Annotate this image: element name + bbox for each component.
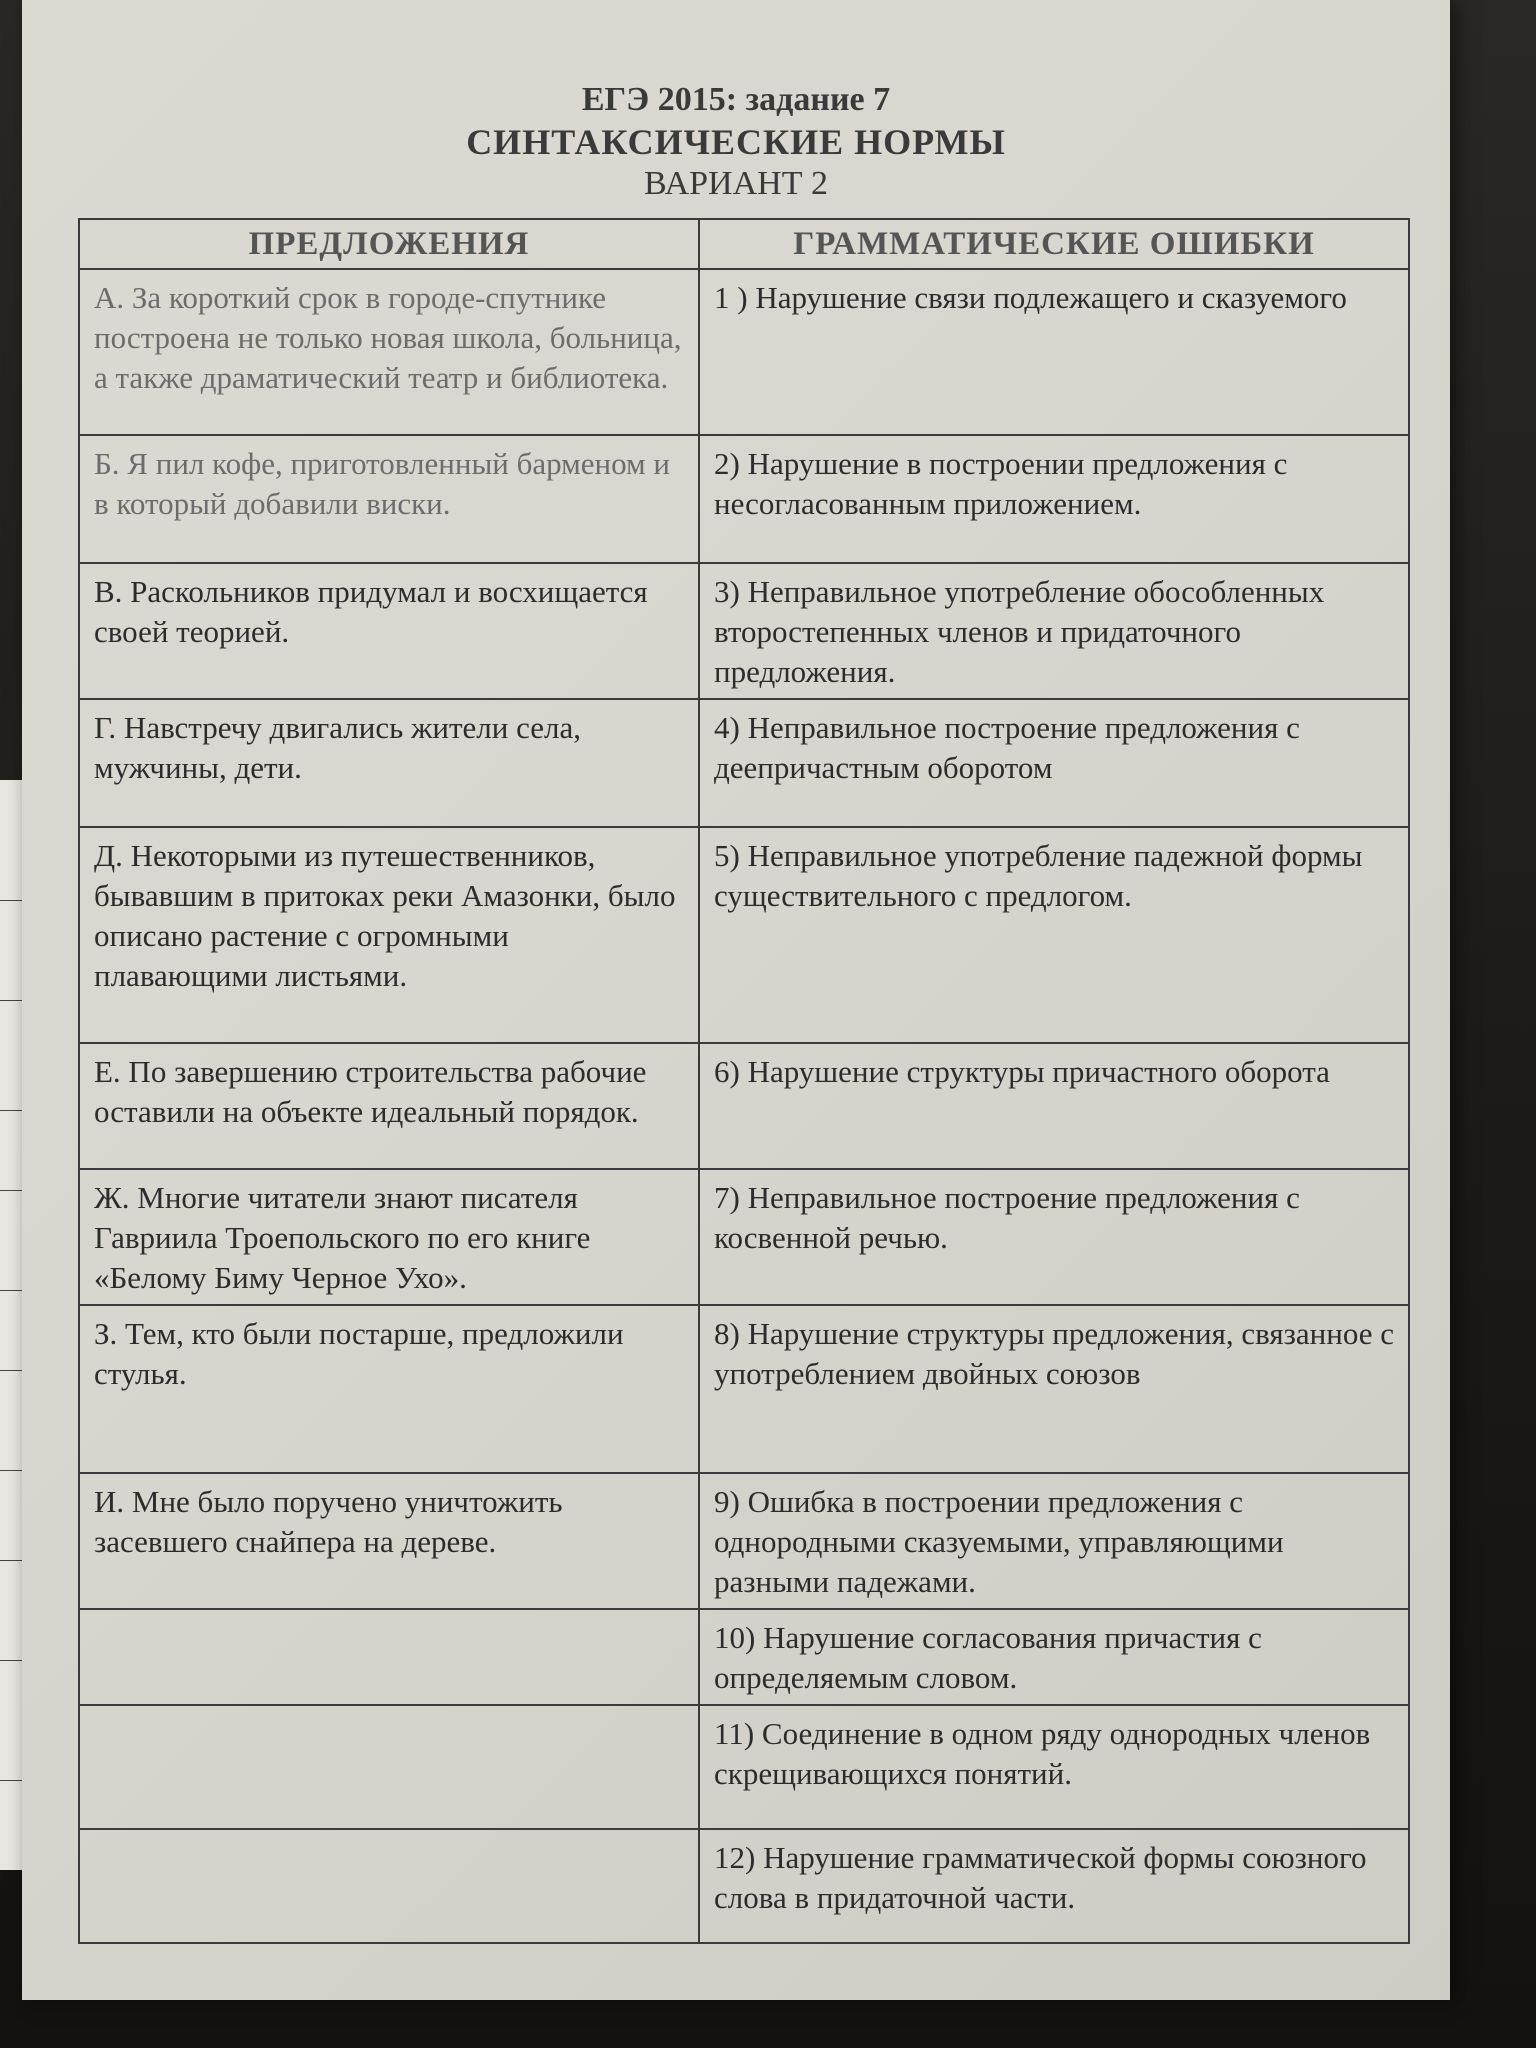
error-cell: 6) Нарушение структуры причастного оборота [699,1043,1409,1169]
table-row [79,1705,1409,1829]
sentence-cell: З. Тем, кто были постарше, предложили стулья. [79,1305,699,1473]
sentence-cell [79,1705,699,1829]
matching-table [78,218,1410,1944]
sentence-cell: И. Мне было поручено уничтожить засевшего снайпера на дереве. [79,1473,699,1609]
exam-title: ЕГЭ 2015: задание 7 [581,81,891,118]
sentence-cell: Д. Некоторыми из путешественников, бывавшим в притоках реки Амазонки, было описано растение с огромными плавающими листьями. [79,827,699,1043]
error-cell: 4) Неправильное построение предложения с деепричастным оборотом [699,699,1409,827]
error-cell: 7) Неправильное построение предложения с косвенной речью. [699,1169,1409,1305]
error-cell: 9) Ошибка в построении предложения с однородными сказуемыми, управляющими разными падежами. [699,1473,1409,1609]
table-header-row [79,219,1409,269]
worksheet-header [22,80,1450,204]
table-row [79,699,1409,827]
table-row [79,269,1409,435]
sentence-cell [79,1609,699,1705]
table-row [79,1043,1409,1169]
error-cell: 11) Соединение в одном ряду однородных членов скрещивающихся понятий. [699,1705,1409,1829]
sentence-cell: Е. По завершению строительства рабочие оставили на объекте идеальный порядок. [79,1043,699,1169]
table-row [79,1829,1409,1943]
error-cell: 12) Нарушение грамматической формы союзного слова в придаточной части. [699,1829,1409,1943]
table-row [79,1169,1409,1305]
table-row [79,435,1409,563]
column-header-sentences: ПРЕДЛОЖЕНИЯ [79,219,699,269]
error-cell: 5) Неправильное употребление падежной формы существительного с предлогом. [699,827,1409,1043]
error-cell: 8) Нарушение структуры предложения, связанное с употреблением двойных союзов [699,1305,1409,1473]
sentence-cell: А. За короткий срок в городе-спутнике построена не только новая школа, больница, а также драматический театр и библиотека. [79,269,699,435]
sentence-cell [79,1829,699,1943]
table-row [79,1305,1409,1473]
worksheet-paper [22,0,1450,2000]
sentence-cell: В. Раскольников придумал и восхищается своей теорией. [79,563,699,699]
table-row [79,1473,1409,1609]
table-row [79,827,1409,1043]
variant-label: ВАРИАНТ 2 [644,165,828,202]
column-header-errors: ГРАММАТИЧЕСКИЕ ОШИБКИ [699,219,1409,269]
error-cell: 3) Неправильное употребление обособленных второстепенных членов и придаточного предложения. [699,563,1409,699]
sentence-cell: Б. Я пил кофе, приготовленный барменом и в который добавили виски. [79,435,699,563]
sentence-cell: Г. Навстречу двигались жители села, мужчины, дети. [79,699,699,827]
table-row [79,563,1409,699]
topic-title: СИНТАКСИЧЕСКИЕ НОРМЫ [466,122,1006,162]
table-row [79,1609,1409,1705]
error-cell: 10) Нарушение согласования причастия с определяемым словом. [699,1609,1409,1705]
error-cell: 2) Нарушение в построении предложения с несогласованным приложением. [699,435,1409,563]
error-cell: 1 ) Нарушение связи подлежащего и сказуемого [699,269,1409,435]
sentence-cell: Ж. Многие читатели знают писателя Гавриила Троепольского по его книге «Белому Биму Черное Ухо». [79,1169,699,1305]
